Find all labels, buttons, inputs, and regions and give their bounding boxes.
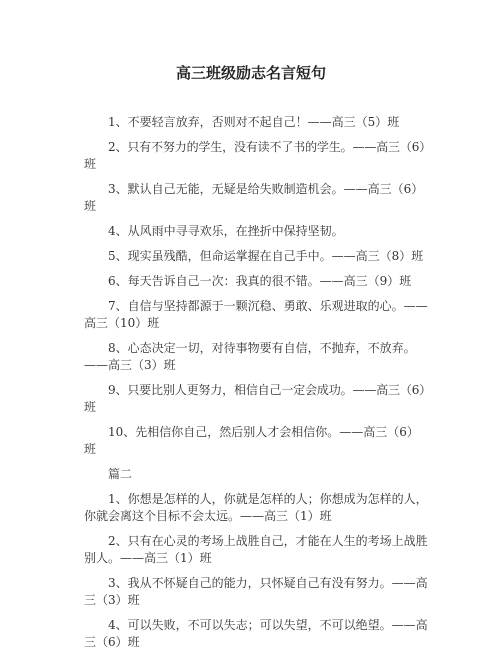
paragraph: 2、只有在心灵的考场上战胜自己，才能在人生的考场上战胜别人。——高三（1）班: [84, 534, 428, 565]
paragraph: 3、默认自己无能，无疑是给失败制造机会。——高三（6）班: [84, 182, 424, 213]
paragraph: 8、心态决定一切，对待事物要有自信，不抛弃，不放弃。——高三（3）班: [84, 341, 416, 372]
paragraph: 4、可以失败，不可以失志；可以失望，不可以绝望。——高三（6）班: [84, 618, 428, 649]
paragraph: 5、现实虽残酷，但命运掌握在自己手中。——高三（8）班: [108, 249, 424, 263]
paragraph: 1、不要轻言放弃，否则对不起自己！——高三（5）班: [108, 115, 400, 129]
document-body: [84, 114, 428, 659]
page-title: 高三班级励志名言短句: [175, 64, 326, 82]
paragraph: 9、只要比别人更努力，相信自己一定会成功。——高三（6）班: [84, 383, 426, 414]
paragraph: 7、自信与坚持都源于一颗沉稳、勇敢、乐观进取的心。——高三（10）班: [84, 299, 428, 330]
paragraph: 6、每天告诉自己一次：我真的很不错。——高三（9）班: [108, 274, 412, 288]
paragraph: 4、从风雨中寻寻欢乐，在挫折中保持坚韧。: [108, 224, 344, 238]
paragraph: 3、我从不怀疑自己的能力，只怀疑自己有没有努力。——高三（3）班: [84, 576, 428, 607]
paragraph: 2、只有不努力的学生，没有读不了书的学生。——高三（6）班: [84, 140, 426, 171]
section-heading: 篇二: [108, 467, 133, 481]
paragraph: 10、先相信你自己，然后别人才会相信你。——高三（6）班: [84, 425, 419, 456]
paragraph: 1、你想是怎样的人，你就是怎样的人；你想成为怎样的人，你就会离这个目标不会太远。——高三（1）班: [84, 492, 428, 523]
